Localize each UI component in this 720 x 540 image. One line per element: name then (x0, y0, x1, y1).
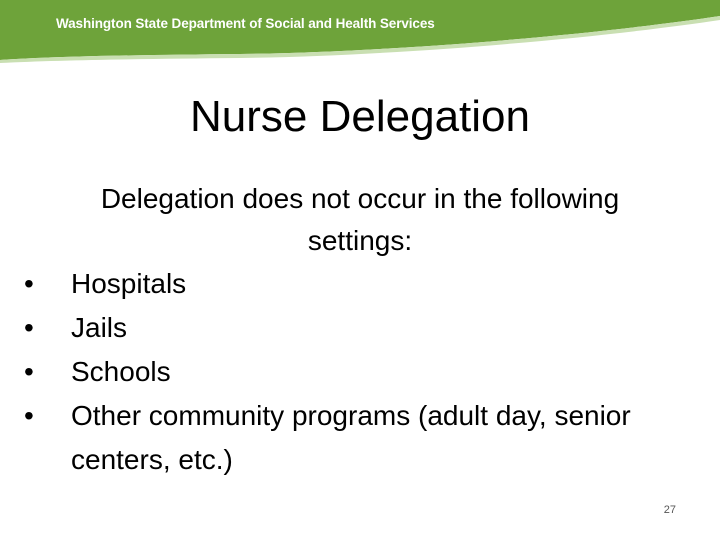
bullet-icon: • (24, 312, 34, 343)
list-item-text: Other community programs (adult day, senior centers, etc.) (71, 400, 631, 475)
intro-text: Delegation does not occur in the following settings: (100, 183, 620, 256)
header-band (0, 0, 720, 64)
page-number: 27 (663, 504, 676, 516)
list-item (24, 394, 684, 482)
bullet-icon: • (24, 268, 34, 299)
header-swoosh (0, 0, 720, 64)
list-item-text: Schools (71, 356, 171, 387)
bullet-icon: • (24, 400, 34, 431)
organization-name: Washington State Department of Social and Health Services (56, 16, 435, 31)
list-item-text: Hospitals (71, 268, 187, 299)
bullet-icon: • (24, 356, 34, 387)
list-item (24, 350, 684, 394)
list-item-text: Jails (71, 312, 128, 343)
settings-list (24, 262, 684, 482)
slide-title: Nurse Delegation (190, 92, 530, 141)
list-item (24, 306, 684, 350)
list-item (24, 262, 684, 306)
